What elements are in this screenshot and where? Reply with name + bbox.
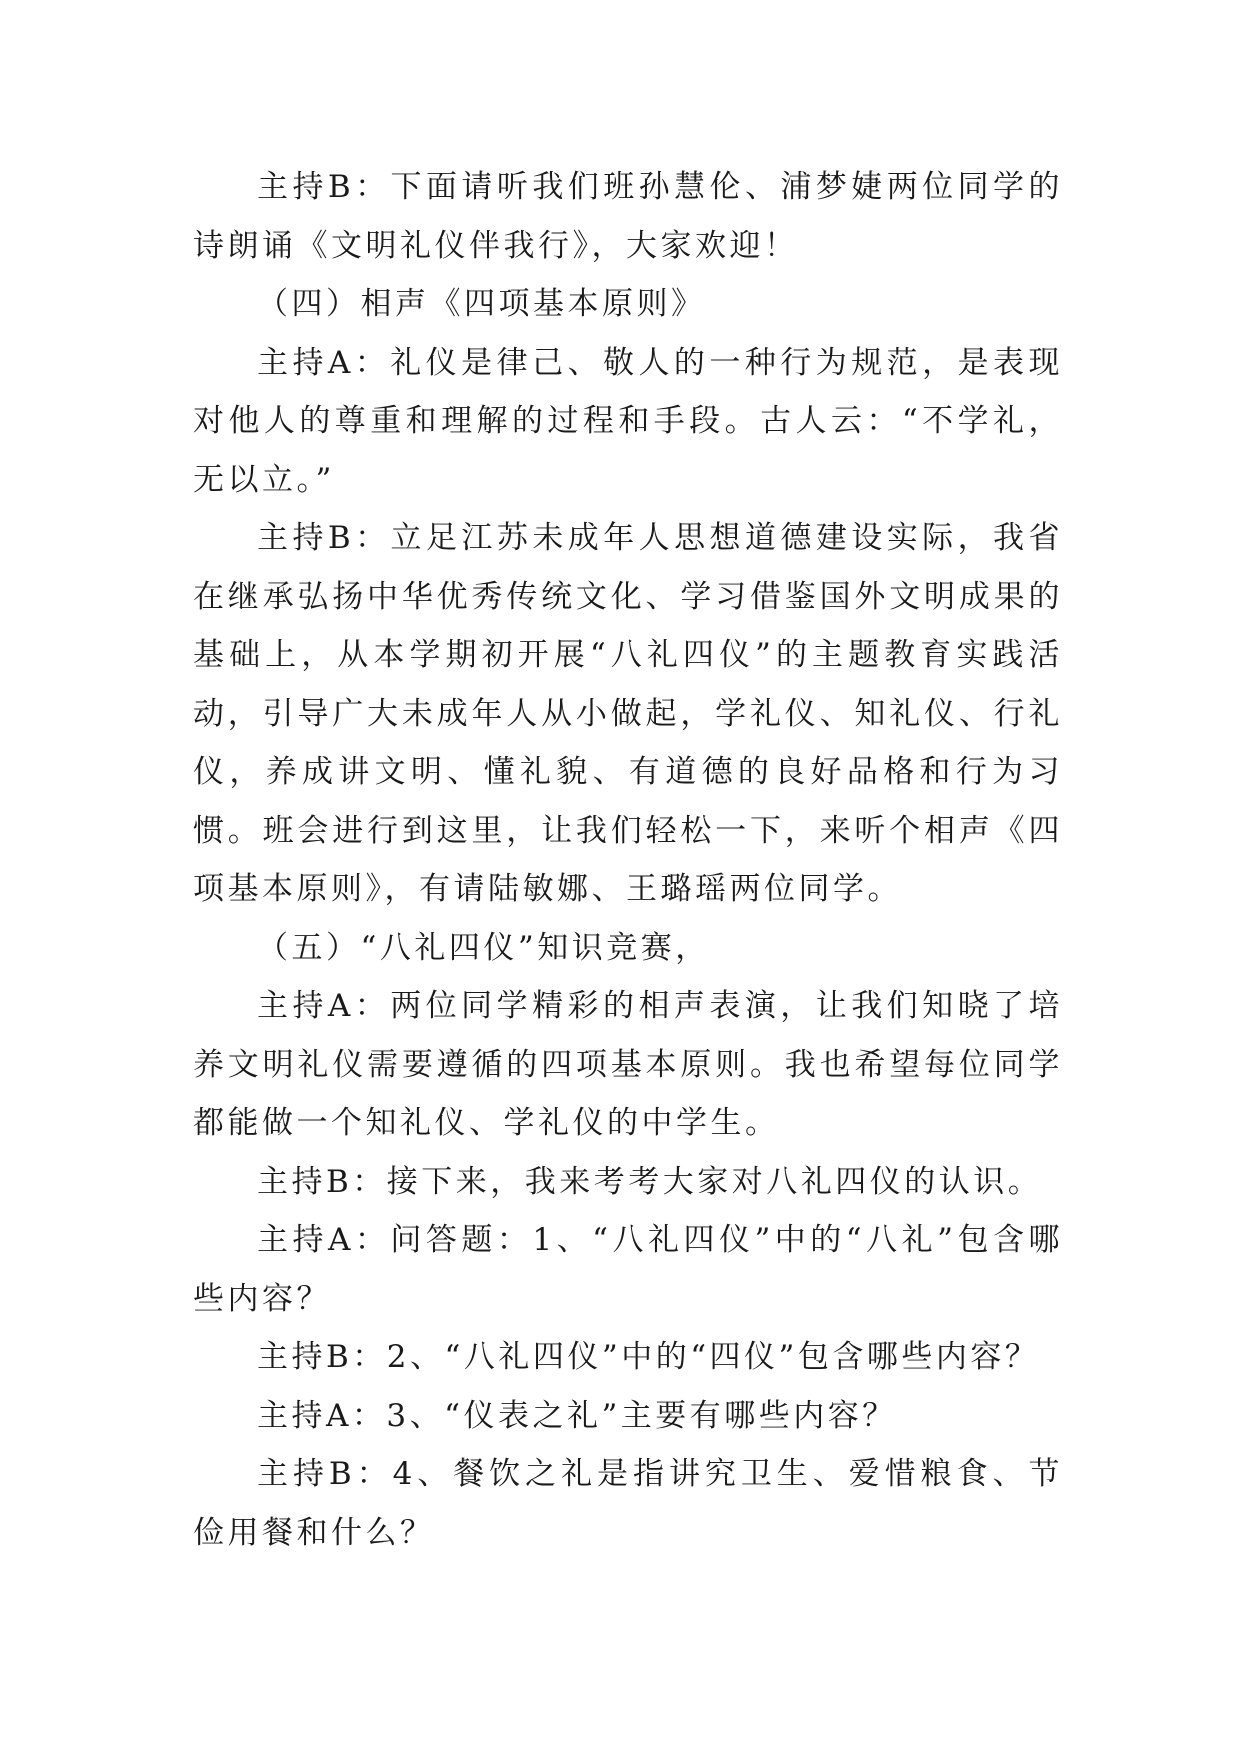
dialogue-paragraph: 主持B：4、餐饮之礼是指讲究卫生、爱惜粮食、节俭用餐和什么？ <box>193 1456 1063 1551</box>
dialogue-paragraph: 主持A：两位同学精彩的相声表演，让我们知晓了培养文明礼仪需要遵循的四项基本原则。我也希望每位同学都能做一个知礼仪、学礼仪的中学生。 <box>193 988 1063 1141</box>
document-body <box>193 158 1063 1562</box>
dialogue-paragraph: 主持B：立足江苏未成年人思想道德建设实际，我省在继承弘扬中华优秀传统文化、学习借鉴国外文明成果的基础上，从本学期初开展“八礼四仪”的主题教育实践活动，引导广大未成年人从小做起，学礼仪、知礼仪、行礼仪，养成讲文明、懂礼貌、有道德的良好品格和行为习惯。班会进行到这里，让我们轻松一下，来听个相声《四项基本原则》，有请陆敏娜、王璐瑶两位同学。 <box>193 520 1063 907</box>
section-heading: （五）“八礼四仪”知识竞赛， <box>257 929 710 966</box>
dialogue-paragraph: 主持B：接下来，我来考考大家对八礼四仪的认识。 <box>257 1163 1043 1200</box>
dialogue-paragraph: 主持A：3、“仪表之礼”主要有哪些内容？ <box>257 1397 897 1434</box>
dialogue-paragraph: 主持A：问答题：1、“八礼四仪”中的“八礼”包含哪些内容？ <box>193 1222 1063 1317</box>
dialogue-paragraph: 主持B：2、“八礼四仪”中的“四仪”包含哪些内容？ <box>257 1339 1040 1375</box>
dialogue-paragraph: 主持B：下面请听我们班孙慧伦、浦梦婕两位同学的诗朗诵《文明礼仪伴我行》，大家欢迎！ <box>193 169 1063 264</box>
section-heading: （四）相声《四项基本原则》 <box>257 286 706 322</box>
dialogue-paragraph: 主持A：礼仪是律己、敬人的一种行为规范，是表现对他人的尊重和理解的过程和手段。古人云：“不学礼，无以立。” <box>193 344 1063 498</box>
